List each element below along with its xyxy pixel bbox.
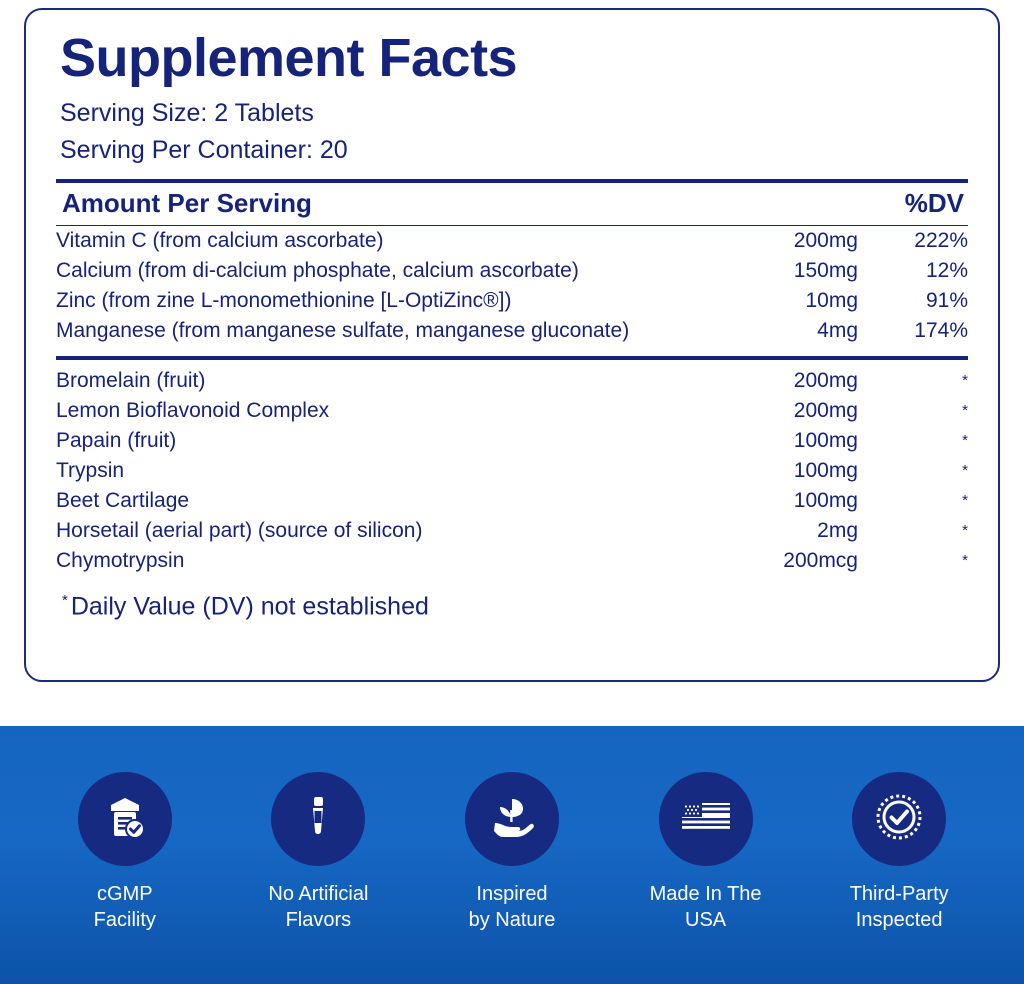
dropper-pipette-icon xyxy=(292,791,344,848)
badge-label-line2: Inspected xyxy=(855,908,943,931)
ingredient-amount: 200mcg xyxy=(783,548,858,572)
badge-label-line1: cGMP xyxy=(97,883,153,905)
badge-label xyxy=(814,882,984,933)
table-row xyxy=(56,426,968,456)
table-row xyxy=(56,316,968,346)
servings-per-container: Serving Per Container: 20 xyxy=(60,135,348,164)
certificate-document-check-icon xyxy=(99,791,151,848)
serving-size: Serving Size: 2 Tablets xyxy=(60,98,314,127)
nutrient-table-secondary xyxy=(56,366,968,576)
footnote-text: Daily Value (DV) not established xyxy=(70,592,429,621)
badge-label-line2: Flavors xyxy=(285,908,352,931)
table-row xyxy=(56,226,968,256)
badge-third-party-inspected xyxy=(814,772,984,933)
table-row xyxy=(56,546,968,576)
footnote-asterisk: * xyxy=(62,591,68,609)
ingredient-name: Bromelain (fruit) xyxy=(56,368,206,392)
nutrient-dv: 174% xyxy=(914,318,968,342)
badge-icon-circle xyxy=(465,772,559,866)
table-row xyxy=(56,486,968,516)
table-row xyxy=(56,286,968,316)
ingredient-dv: * xyxy=(962,491,968,509)
table-row xyxy=(56,456,968,486)
daily-value-footnote xyxy=(62,592,968,621)
badge-cgmp-facility xyxy=(40,772,210,933)
amount-per-serving-header xyxy=(56,183,968,225)
badge-made-in-usa xyxy=(621,772,791,933)
badge-no-artificial-flavors xyxy=(233,772,403,933)
badge-label xyxy=(40,882,210,933)
badge-icon-circle xyxy=(852,772,946,866)
ingredient-amount: 200mg xyxy=(793,398,858,422)
ingredient-name: Trypsin xyxy=(56,458,125,482)
badge-label-line1: Made In The xyxy=(649,883,762,905)
badge-label-line1: No Artificial xyxy=(268,883,369,905)
badge-label-line2: Facility xyxy=(93,908,156,931)
page-title: Supplement Facts xyxy=(60,28,518,88)
badge-inspired-by-nature xyxy=(427,772,597,933)
daily-value-label: %DV xyxy=(904,187,964,218)
nutrient-name: Calcium (from di-calcium phosphate, calcium ascorbate) xyxy=(56,258,579,282)
ingredient-name: Beet Cartilage xyxy=(56,488,190,512)
ingredient-amount: 100mg xyxy=(793,428,858,452)
quality-seal-check-icon xyxy=(872,790,926,849)
ingredient-dv: * xyxy=(962,431,968,449)
nutrient-name: Manganese (from manganese sulfate, manganese gluconate) xyxy=(56,318,630,342)
nutrient-amount: 150mg xyxy=(793,258,858,282)
nutrient-name: Zinc (from zine L-monomethionine [L-OptiZinc®]) xyxy=(56,288,512,312)
ingredient-dv: * xyxy=(962,371,968,389)
nutrient-amount: 4mg xyxy=(817,318,858,342)
hand-holding-plant-icon xyxy=(485,790,539,849)
nutrient-dv: 222% xyxy=(914,228,968,252)
ingredient-dv: * xyxy=(962,551,968,569)
table-row xyxy=(56,256,968,286)
badge-icon-circle xyxy=(659,772,753,866)
amount-per-serving-label: Amount Per Serving xyxy=(62,187,312,218)
ingredient-name: Horsetail (aerial part) (source of silicon) xyxy=(56,518,423,542)
ingredient-amount: 100mg xyxy=(793,488,858,512)
ingredient-name: Papain (fruit) xyxy=(56,428,177,452)
badge-label-line2: USA xyxy=(685,908,727,931)
badge-icon-circle xyxy=(271,772,365,866)
ingredient-dv: * xyxy=(962,401,968,419)
badge-label xyxy=(621,882,791,933)
badge-label-line1: Third-Party xyxy=(849,883,949,905)
divider-middle xyxy=(56,356,968,360)
badge-label-line2: by Nature xyxy=(468,908,556,931)
table-row xyxy=(56,396,968,426)
ingredient-dv: * xyxy=(962,461,968,479)
badge-icon-circle xyxy=(78,772,172,866)
badge-label xyxy=(427,882,597,933)
nutrient-amount: 200mg xyxy=(793,228,858,252)
nutrient-dv: 12% xyxy=(925,258,968,282)
ingredient-amount: 2mg xyxy=(817,518,858,542)
nutrient-amount: 10mg xyxy=(805,288,858,312)
ingredient-amount: 100mg xyxy=(793,458,858,482)
nutrient-dv: 91% xyxy=(925,288,968,312)
ingredient-dv: * xyxy=(962,521,968,539)
ingredient-name: Lemon Bioflavonoid Complex xyxy=(56,398,330,422)
supplement-facts-panel xyxy=(24,8,1000,682)
ingredient-amount: 200mg xyxy=(793,368,858,392)
trust-badge-strip xyxy=(0,726,1024,984)
table-row xyxy=(56,516,968,546)
table-row xyxy=(56,366,968,396)
badge-label xyxy=(233,882,403,933)
ingredient-name: Chymotrypsin xyxy=(56,548,185,572)
nutrient-name: Vitamin C (from calcium ascorbate) xyxy=(56,228,384,252)
usa-flag-icon xyxy=(678,797,734,842)
nutrient-table-primary xyxy=(56,226,968,346)
badge-label-line1: Inspired xyxy=(476,883,548,905)
